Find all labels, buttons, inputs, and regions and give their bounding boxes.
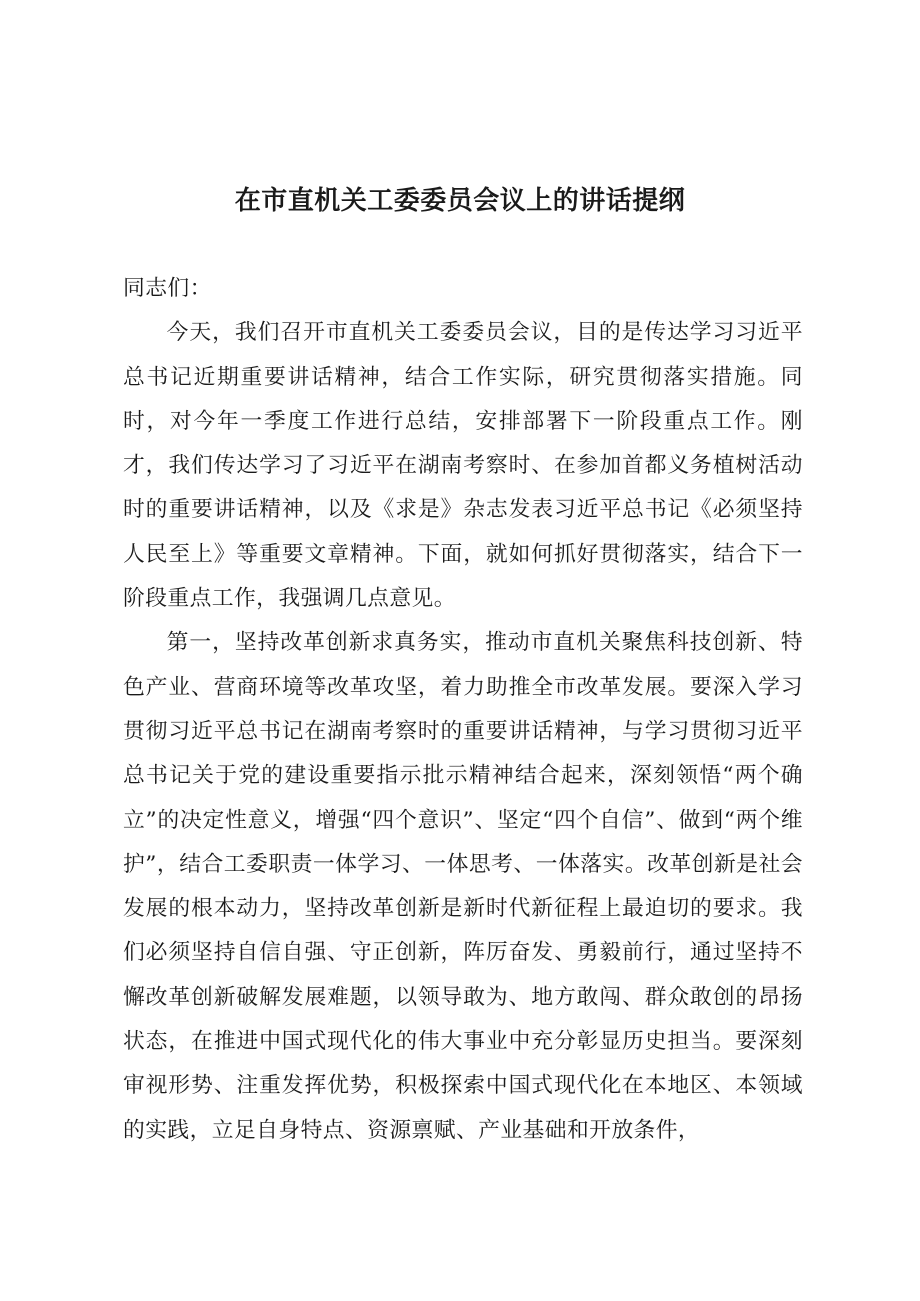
paragraph-opening: 今天，我们召开市直机关工委委员会议，目的是传达学习习近平总书记近期重要讲话精神，结合工作实际，研究贯彻落实措施。同时，对今年一季度工作进行总结，安排部署下一阶段重点工作。刚才，我们传达学习了习近平在湖南考察时、在参加首都义务植树活动时的重要讲话精神，以及《求是》杂志发表习近平总书记《必须坚持人民至上》等重要文章精神。下面，就如何抓好贯彻落实，结合下一阶段重点工作，我强调几点意见。 bbox=[123, 320, 803, 612]
salutation: 同志们： bbox=[123, 276, 212, 301]
paragraph-first-point: 第一，坚持改革创新求真务实，推动市直机关聚焦科技创新、特色产业、营商环境等改革攻坚，着力助推全市改革发展。要深入学习贯彻习近平总书记在湖南考察时的重要讲话精神，与学习贯彻习近平总书记关于党的建设重要指示批示精神结合起来，深刻领悟“两个确立”的决定性意义，增强“四个意识”、坚定“四个自信”、做到“两个维护”，结合工委职责一体学习、一体思考、一体落实。改革创新是社会发展的根本动力，坚持改革创新是新时代新征程上最迫切的要求。我们必须坚持自信自强、守正创新，阵厉奋发、勇毅前行，通过坚持不懈改革创新破解发展难题，以领导敢为、地方敢闯、群众敢创的昂扬状态，在推进中国式现代化的伟大事业中充分彰显历史担当。要深刻审视形势、注重发挥优势，积极探索中国式现代化在本地区、本领域的实践，立足自身特点、资源禀赋、产业基础和开放条件， bbox=[123, 630, 803, 1143]
document-body bbox=[123, 267, 803, 1153]
document-title: 在市直机关工委委员会议上的讲话提纲 bbox=[234, 186, 686, 216]
